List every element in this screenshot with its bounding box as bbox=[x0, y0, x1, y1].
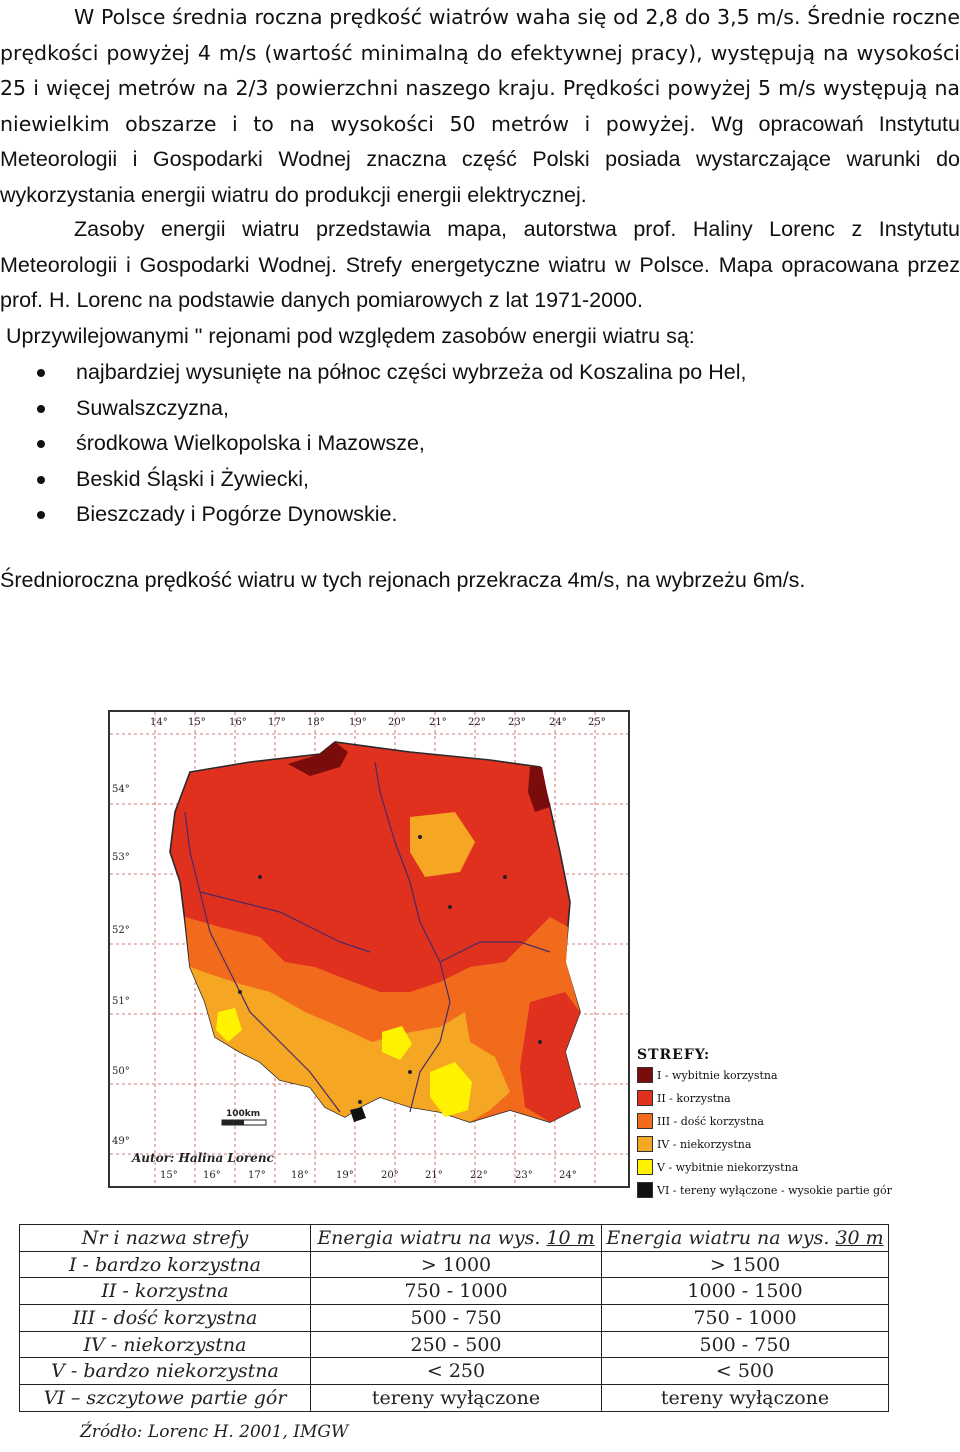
table-cell: V - bardzo niekorzystna bbox=[20, 1358, 311, 1385]
city-marker bbox=[418, 835, 422, 839]
left-tick: 51° bbox=[112, 996, 130, 1007]
bullet-icon bbox=[37, 511, 45, 519]
wind-energy-table bbox=[19, 1224, 889, 1412]
legend-item bbox=[637, 1113, 957, 1136]
city-marker bbox=[538, 1040, 542, 1044]
city-marker bbox=[448, 905, 452, 909]
city-marker bbox=[408, 1070, 412, 1074]
paragraph-wind-speed bbox=[0, 0, 960, 213]
legend-label: II - korzystna bbox=[657, 1092, 731, 1105]
legend-label: IV - niekorzystna bbox=[657, 1138, 752, 1151]
legend-swatch bbox=[637, 1113, 653, 1129]
paragraph-map-source-text: Zasoby energii wiatru przedstawia mapa, autorstwa prof. Haliny Lorenc z Instytutu Meteorologii i Gospodarki Wodnej. Strefy energetyczne wiatru w Polsce. Mapa opracowana przez prof. H. Lorenc na podstawie danych pomiarowych z lat 1971-2000. bbox=[0, 217, 960, 312]
header-unit: 30 m bbox=[835, 1226, 884, 1249]
paragraph-imgw-text: Wg opracowań Instytutu Meteorologii i Gospodarki Wodnej znaczna część Polski posiada wystarczające warunki do wykorzystania energii wiatru do produkcji energii elektrycznej. bbox=[0, 111, 960, 207]
legend-item bbox=[637, 1159, 957, 1182]
table-cell: II - korzystna bbox=[20, 1278, 311, 1305]
paragraph-wind-speed-text: W Polsce średnia roczna prędkość wiatrów waha się od 2,8 do 3,5 m/s. Średnie roczne prędkości powyżej 4 m/s (wartość minimalną do efektywnej pracy), występują na wysokości 25 i więcej metrów na 2/3 powierzchni naszego kraju. Prędkości powyżej 5 m/s występują na niewielkim obszarze i to na wysokości 50 metrów i powyżej. bbox=[0, 5, 960, 136]
top-tick: 21° bbox=[429, 717, 447, 728]
legend-label: V - wybitnie niekorzystna bbox=[657, 1161, 799, 1174]
header-text: Nr i nazwa strefy bbox=[81, 1226, 249, 1249]
top-tick: 16° bbox=[229, 717, 247, 728]
bottom-tick: 17° bbox=[248, 1170, 266, 1181]
top-tick: 23° bbox=[508, 717, 526, 728]
top-tick: 25° bbox=[588, 717, 606, 728]
legend-title: STREFY: bbox=[637, 1047, 711, 1063]
bottom-tick: 22° bbox=[470, 1170, 488, 1181]
table-header bbox=[20, 1225, 311, 1252]
bullet-icon bbox=[37, 476, 45, 484]
scale-bar bbox=[222, 1109, 266, 1125]
header-text: Energia wiatru na wys. bbox=[317, 1226, 541, 1249]
table-row bbox=[20, 1251, 889, 1278]
zone-ii-east-area bbox=[520, 992, 580, 1122]
table-cell: 500 - 750 bbox=[311, 1305, 602, 1332]
table-row bbox=[20, 1331, 889, 1358]
legend-item bbox=[637, 1136, 957, 1159]
legend-swatch bbox=[637, 1159, 653, 1175]
table-source: Źródło: Lorenc H. 2001, IMGW bbox=[80, 1422, 349, 1442]
table-cell: VI – szczytowe partie gór bbox=[20, 1385, 311, 1412]
legend-swatch bbox=[637, 1136, 653, 1152]
table-cell: IV - niekorzystna bbox=[20, 1331, 311, 1358]
left-tick: 52° bbox=[112, 925, 130, 936]
bullet-icon bbox=[37, 440, 45, 448]
top-tick: 18° bbox=[307, 717, 325, 728]
city-marker bbox=[238, 990, 242, 994]
top-tick: 19° bbox=[349, 717, 367, 728]
bottom-tick: 20° bbox=[381, 1170, 399, 1181]
legend-label: III - dość korzystna bbox=[657, 1115, 764, 1128]
header-unit: 10 m bbox=[546, 1226, 595, 1249]
list-item-text: Suwalszczyzna, bbox=[76, 395, 229, 420]
list-item-text: Beskid Śląski i Żywiecki, bbox=[76, 466, 309, 491]
table-cell: tereny wyłączone bbox=[311, 1385, 602, 1412]
legend-item bbox=[637, 1090, 957, 1113]
table-header bbox=[602, 1225, 889, 1252]
table-cell: < 250 bbox=[311, 1358, 602, 1385]
table-cell: I - bardzo korzystna bbox=[20, 1251, 311, 1278]
list-item bbox=[0, 497, 746, 533]
legend-swatch bbox=[637, 1090, 653, 1106]
table-cell: 500 - 750 bbox=[602, 1331, 889, 1358]
table-row bbox=[20, 1358, 889, 1385]
map-drawing bbox=[110, 712, 628, 1186]
table-row bbox=[20, 1278, 889, 1305]
paragraph-map-source bbox=[0, 212, 960, 319]
list-item bbox=[0, 462, 746, 498]
bullet-icon bbox=[37, 369, 45, 377]
legend-label: I - wybitnie korzystna bbox=[657, 1069, 778, 1082]
list-item bbox=[0, 355, 746, 391]
header-text: Energia wiatru na wys. bbox=[606, 1226, 830, 1249]
top-tick: 14° bbox=[150, 717, 168, 728]
zone-layers bbox=[170, 742, 580, 1122]
table-cell: 1000 - 1500 bbox=[602, 1278, 889, 1305]
top-tick: 20° bbox=[388, 717, 406, 728]
legend-item bbox=[637, 1067, 957, 1090]
scale-label: 100km bbox=[226, 1109, 261, 1119]
legend-label: VI - tereny wyłączone - wysokie partie gór bbox=[657, 1184, 892, 1197]
legend-item bbox=[637, 1182, 957, 1205]
table-cell: tereny wyłączone bbox=[602, 1385, 889, 1412]
top-tick: 17° bbox=[268, 717, 286, 728]
table-cell: > 1000 bbox=[311, 1251, 602, 1278]
left-tick: 54° bbox=[112, 784, 130, 795]
bottom-tick: 18° bbox=[291, 1170, 309, 1181]
table-cell: < 500 bbox=[602, 1358, 889, 1385]
city-marker bbox=[358, 1100, 362, 1104]
list-item bbox=[0, 391, 746, 427]
summary-line: Średnioroczna prędkość wiatru w tych rejonach przekracza 4m/s, na wybrzeżu 6m/s. bbox=[0, 568, 806, 592]
left-tick: 49° bbox=[112, 1136, 130, 1147]
city-marker bbox=[503, 875, 507, 879]
table-header-row bbox=[20, 1225, 889, 1252]
top-tick: 22° bbox=[468, 717, 486, 728]
table-row bbox=[20, 1305, 889, 1332]
legend-swatch bbox=[637, 1067, 653, 1083]
table-header bbox=[311, 1225, 602, 1252]
list-item-text: Bieszczady i Pogórze Dynowskie. bbox=[76, 502, 398, 526]
wind-zones-figure bbox=[0, 700, 960, 1200]
table-cell: III - dość korzystna bbox=[20, 1305, 311, 1332]
left-tick: 50° bbox=[112, 1066, 130, 1077]
table-cell: 750 - 1000 bbox=[311, 1278, 602, 1305]
bottom-tick: 15° bbox=[160, 1170, 178, 1181]
bottom-tick: 21° bbox=[425, 1170, 443, 1181]
bullet-icon bbox=[37, 405, 45, 413]
intro-line: Uprzywilejowanymi " rejonami pod względem zasobów energii wiatru są: bbox=[6, 324, 695, 348]
bottom-tick: 24° bbox=[559, 1170, 577, 1181]
table-cell: > 1500 bbox=[602, 1251, 889, 1278]
city-marker bbox=[258, 875, 262, 879]
map-legend bbox=[637, 1047, 957, 1205]
list-item bbox=[0, 426, 746, 462]
table-cell: 250 - 500 bbox=[311, 1331, 602, 1358]
list-item-text: środkowa Wielkopolska i Mazowsze, bbox=[76, 431, 425, 455]
top-tick: 15° bbox=[188, 717, 206, 728]
favored-regions-list bbox=[0, 355, 746, 533]
table-cell: 750 - 1000 bbox=[602, 1305, 889, 1332]
bottom-tick: 16° bbox=[203, 1170, 221, 1181]
list-item-text: najbardziej wysunięte na północ części wybrzeża od Koszalina po Hel, bbox=[76, 360, 747, 384]
wind-zones-map bbox=[108, 710, 630, 1188]
map-author: Autor: Halina Lorenc bbox=[132, 1151, 274, 1165]
legend-swatch bbox=[637, 1182, 653, 1198]
table-row bbox=[20, 1385, 889, 1412]
left-tick: 53° bbox=[112, 852, 130, 863]
top-tick: 24° bbox=[549, 717, 567, 728]
bottom-tick: 19° bbox=[336, 1170, 354, 1181]
bottom-tick: 23° bbox=[515, 1170, 533, 1181]
